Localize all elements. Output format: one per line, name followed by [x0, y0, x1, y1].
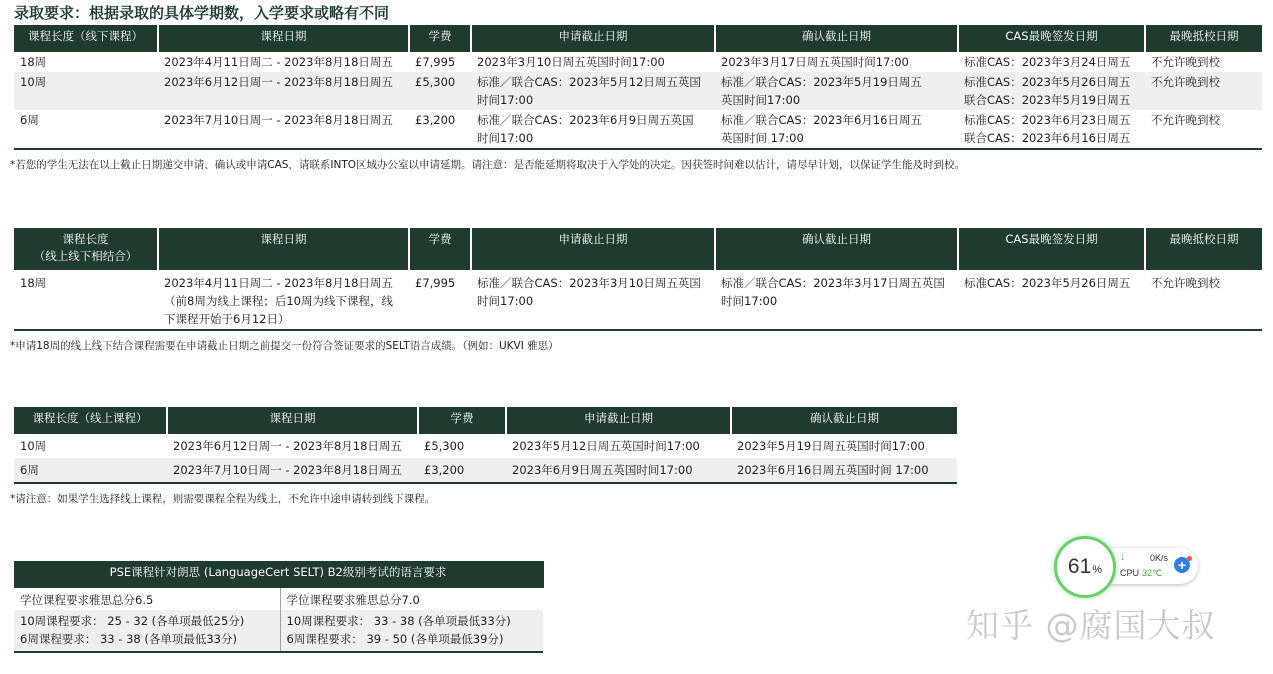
offline-course-table	[14, 25, 1262, 150]
notification-dot-icon	[1187, 556, 1192, 561]
header-application-deadline: 申请截止日期	[506, 407, 731, 434]
cpu-label: CPU	[1120, 568, 1140, 578]
table-row	[14, 610, 543, 652]
cell: £3,200	[409, 110, 471, 149]
cell: 18周	[20, 55, 47, 69]
footnote-extension: *若您的学生无法在以上截止日期递交申请、确认或申请CAS，请联系INTO区域办公室以申请延期。请注意：是否能延期将取决于入学处的决定。因获签时间难以估计，请尽早计划，以保证学生能及时到校。	[10, 159, 966, 171]
cell: £7,995	[409, 270, 471, 330]
header-application-deadline: 申请截止日期	[471, 25, 715, 52]
net-speed: 0K/s	[1150, 553, 1169, 563]
cell: 2023年7月10日周一 - 2023年8月18日周五	[158, 110, 409, 149]
header-confirmation-deadline: 确认截止日期	[715, 25, 958, 52]
cell: 2023年6月16日周五英国时间 17:00	[731, 458, 957, 483]
table-row	[14, 434, 957, 458]
header-course-dates: 课程日期	[158, 228, 409, 270]
blended-course-table	[14, 228, 1262, 331]
header-arrival-deadline: 最晚抵校日期	[1145, 228, 1262, 270]
header-arrival-deadline: 最晚抵校日期	[1145, 25, 1262, 52]
cpu-info-panel	[1106, 548, 1198, 584]
header-tuition: 学费	[409, 25, 471, 52]
table-header-row	[14, 25, 1262, 52]
cell: 标准／联合CAS：2023年5月12日周五英国 时间17:00	[471, 72, 715, 110]
cpu-percent-sign: %	[1092, 564, 1103, 576]
header-tuition: 学费	[409, 228, 471, 270]
cell: £5,300	[424, 439, 465, 453]
cell: 标准CAS：2023年6月23日周五 联合CAS：2023年6月16日周五	[958, 110, 1145, 149]
cell: 6周	[14, 458, 167, 483]
cell: 标准CAS：2023年5月26日周五 联合CAS：2023年5月19日周五	[958, 72, 1145, 110]
cell: 6周	[14, 110, 158, 149]
table-row	[14, 110, 1262, 149]
footnote-online: *请注意：如果学生选择线上课程，则需要课程全程为线上，不允许中途申请转到线下课程。	[10, 493, 436, 505]
cell: £7,995	[415, 55, 456, 69]
table-row	[14, 270, 1262, 330]
page-title: 录取要求：根据录取的具体学期数，入学要求或略有不同	[14, 4, 390, 22]
table-header-row	[14, 407, 957, 434]
cell: 10周	[14, 72, 158, 110]
header-course-length: 课程长度 （线上线下相结合）	[14, 228, 158, 270]
cell: 18周	[14, 270, 158, 330]
cell: 不允许晚到校	[1145, 270, 1262, 330]
header-course-dates: 课程日期	[158, 25, 409, 52]
cell: 10周课程要求： 33 - 38 (各单项最低33分) 6周课程要求： 39 - 50 (各单项最低39分)	[280, 610, 543, 652]
cell: 学位课程要求雅思总分6.5	[14, 588, 280, 610]
table-row	[14, 588, 543, 610]
cell: 2023年3月10日周五英国时间17:00	[477, 55, 665, 69]
header-course-dates: 课程日期	[167, 407, 418, 434]
cell: 不允许晚到校	[1145, 110, 1262, 149]
header-tuition: 学费	[418, 407, 506, 434]
table-header-row	[14, 561, 543, 588]
table-row	[14, 458, 957, 483]
cpu-percent: 61	[1067, 555, 1092, 578]
cell: 2023年6月9日周五英国时间17:00	[506, 458, 731, 483]
online-course-table	[14, 407, 957, 484]
table-row	[14, 72, 1262, 110]
cpu-usage-gauge	[1054, 536, 1116, 598]
download-arrow-icon: ↓	[1120, 552, 1125, 563]
cell: 标准／联合CAS：2023年5月19日周五 英国时间17:00	[715, 72, 958, 110]
cell: 2023年7月10日周一 - 2023年8月18日周五	[167, 458, 418, 483]
cell: 学位课程要求雅思总分7.0	[286, 593, 420, 607]
cell: 标准／联合CAS：2023年6月16日周五 英国时间 17:00	[715, 110, 958, 149]
cell: 不允许晚到校	[1151, 55, 1220, 69]
cell: 10周课程要求： 25 - 32 (各单项最低25分) 6周课程要求： 33 - 38 (各单项最低33分)	[14, 610, 280, 652]
header-application-deadline: 申请截止日期	[471, 228, 715, 270]
boost-plus-icon[interactable]: +	[1174, 557, 1190, 573]
header-course-length: 课程长度（线上课程）	[14, 407, 167, 434]
header-course-length: 课程长度（线下课程）	[14, 25, 158, 52]
cell: 2023年4月11日周二 - 2023年8月18日周五	[164, 55, 393, 69]
cpu-monitor-widget[interactable]	[1054, 536, 1200, 598]
header-cas-deadline: CAS最晚签发日期	[958, 25, 1145, 52]
header-language-requirement: PSE课程针对朗思 (LanguageCert SELT) B2级别考试的语言要求	[14, 561, 543, 588]
cell: £3,200	[418, 458, 506, 483]
cell: 2023年6月12日周一 - 2023年8月18日周五	[158, 72, 409, 110]
cell: 标准／联合CAS：2023年3月17日周五英国 时间17:00	[715, 270, 958, 330]
header-confirmation-deadline: 确认截止日期	[731, 407, 957, 434]
cell: 不允许晚到校	[1145, 72, 1262, 110]
header-confirmation-deadline: 确认截止日期	[715, 228, 958, 270]
table-header-row	[14, 228, 1262, 270]
cell: 2023年5月19日周五英国时间17:00	[737, 439, 925, 453]
table-row	[14, 52, 1262, 72]
cell: 标准CAS：2023年5月26日周五	[958, 270, 1145, 330]
cell: 10周	[20, 439, 47, 453]
language-requirement-table	[14, 561, 544, 653]
watermark: 知乎 @腐国大叔	[966, 606, 1216, 645]
cell: 2023年4月11日周二 - 2023年8月18日周五 （前8周为线上课程；后10周为线下课程，线 下课程开始于6月12日）	[158, 270, 409, 330]
cell: 标准／联合CAS：2023年6月9日周五英国 时间17:00	[471, 110, 715, 149]
header-cas-deadline: CAS最晚签发日期	[958, 228, 1145, 270]
cell: 标准CAS：2023年3月24日周五	[964, 55, 1131, 69]
cell: 2023年6月12日周一 - 2023年8月18日周五	[173, 439, 402, 453]
footnote-selt: *申请18周的线上线下结合课程需要在申请截止日期之前提交一份符合签证要求的SELT语言成绩。（例如：UKVI 雅思）	[10, 340, 559, 352]
cell: 2023年3月17日周五英国时间17:00	[721, 55, 909, 69]
cell: 2023年5月12日周五英国时间17:00	[512, 439, 700, 453]
cell: 标准／联合CAS：2023年3月10日周五英国 时间17:00	[471, 270, 715, 330]
cpu-temperature: 32℃	[1142, 568, 1163, 578]
cell: £5,300	[409, 72, 471, 110]
